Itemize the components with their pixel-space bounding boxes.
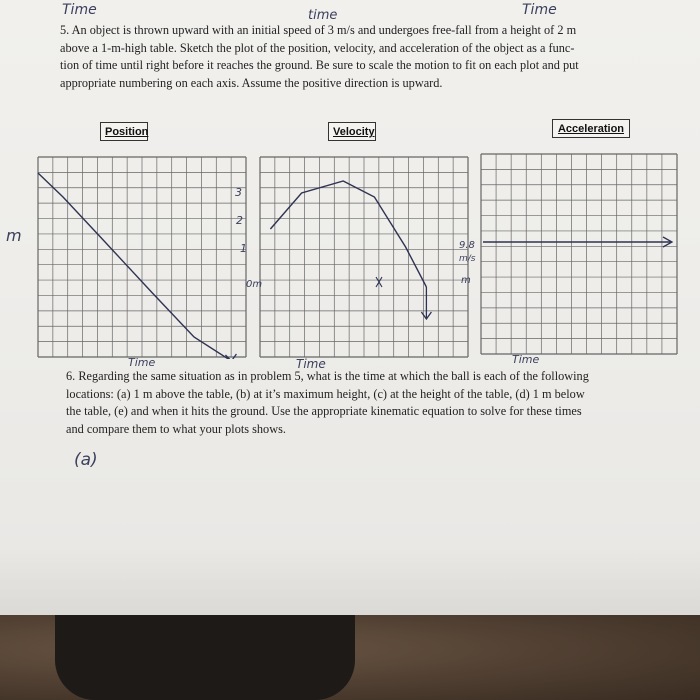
handwritten-time-bottom-1: Time — [128, 356, 156, 369]
problem-6-line-1 — [66, 368, 691, 386]
acceleration-label: Acceleration — [552, 119, 630, 138]
problem-5-line-2: above a 1-m-high table. Sketch the plot of the position, velocity, and acceleration of the object as a func- — [60, 40, 575, 55]
floor-background — [0, 615, 700, 700]
acceleration-mark-9-8: 9.8 — [459, 240, 475, 251]
problem-5-line-4: appropriate numbering on each axis. Assume the positive direction is upward. — [60, 75, 443, 90]
problem-6-line-2: locations: (a) 1 m above the table, (b) at it’s maximum height, (c) at the height of the table, (d) 1 m below — [66, 386, 585, 401]
grid-lines — [38, 157, 246, 357]
handwritten-time-bottom-3: Time — [512, 353, 540, 366]
handwritten-time-top-3: Time — [522, 2, 557, 18]
velocity-mark-1: 1 — [240, 242, 247, 255]
handwritten-time-top-2: time — [308, 8, 338, 23]
velocity-mark-0: 0m — [246, 279, 263, 290]
problem-6-number: 6. — [66, 369, 76, 383]
problem-6 — [66, 368, 691, 438]
velocity-mark-2: 2 — [236, 214, 243, 227]
handwritten-time-top-1: Time — [62, 2, 97, 18]
grid-lines — [481, 154, 677, 354]
acceleration-mark-m: m — [461, 275, 471, 286]
position-sketch-curve — [38, 173, 231, 359]
velocity-graph — [258, 155, 470, 359]
position-label: Position — [100, 122, 148, 141]
problem-6-text-1: Regarding the same situation as in problem 5, what is the time at which the ball is each of the following — [78, 369, 589, 383]
handwritten-m-left: m — [6, 226, 22, 245]
problem-6-line-4: and compare them to what your plots shows. — [66, 421, 286, 436]
problem-5-text-1: An object is thrown upward with an initial speed of 3 m/s and undergoes free-fall from a height of 2 m — [71, 23, 577, 37]
problem-6-line-3: the table, (e) and when it hits the ground. Use the appropriate kinematic equation to solve for these times — [66, 404, 582, 418]
problem-5-number: 5. — [60, 23, 70, 37]
shadow-object — [55, 615, 355, 700]
velocity-mark-3: 3 — [235, 186, 242, 199]
acceleration-mark-units: m/s — [459, 254, 476, 264]
position-graph — [36, 155, 248, 359]
velocity-label: Velocity — [328, 122, 376, 141]
problem-5-line-1 — [60, 22, 685, 40]
handwritten-answer-a: (a) — [74, 450, 98, 470]
handwritten-time-bottom-2: Time — [296, 357, 326, 371]
problem-5-line-3: tion of time until right before it reaches the ground. Be sure to scale the motion to fit on each plot and put — [60, 58, 579, 72]
grid-lines — [260, 157, 468, 357]
acceleration-graph — [479, 152, 679, 356]
problem-5 — [60, 22, 685, 92]
